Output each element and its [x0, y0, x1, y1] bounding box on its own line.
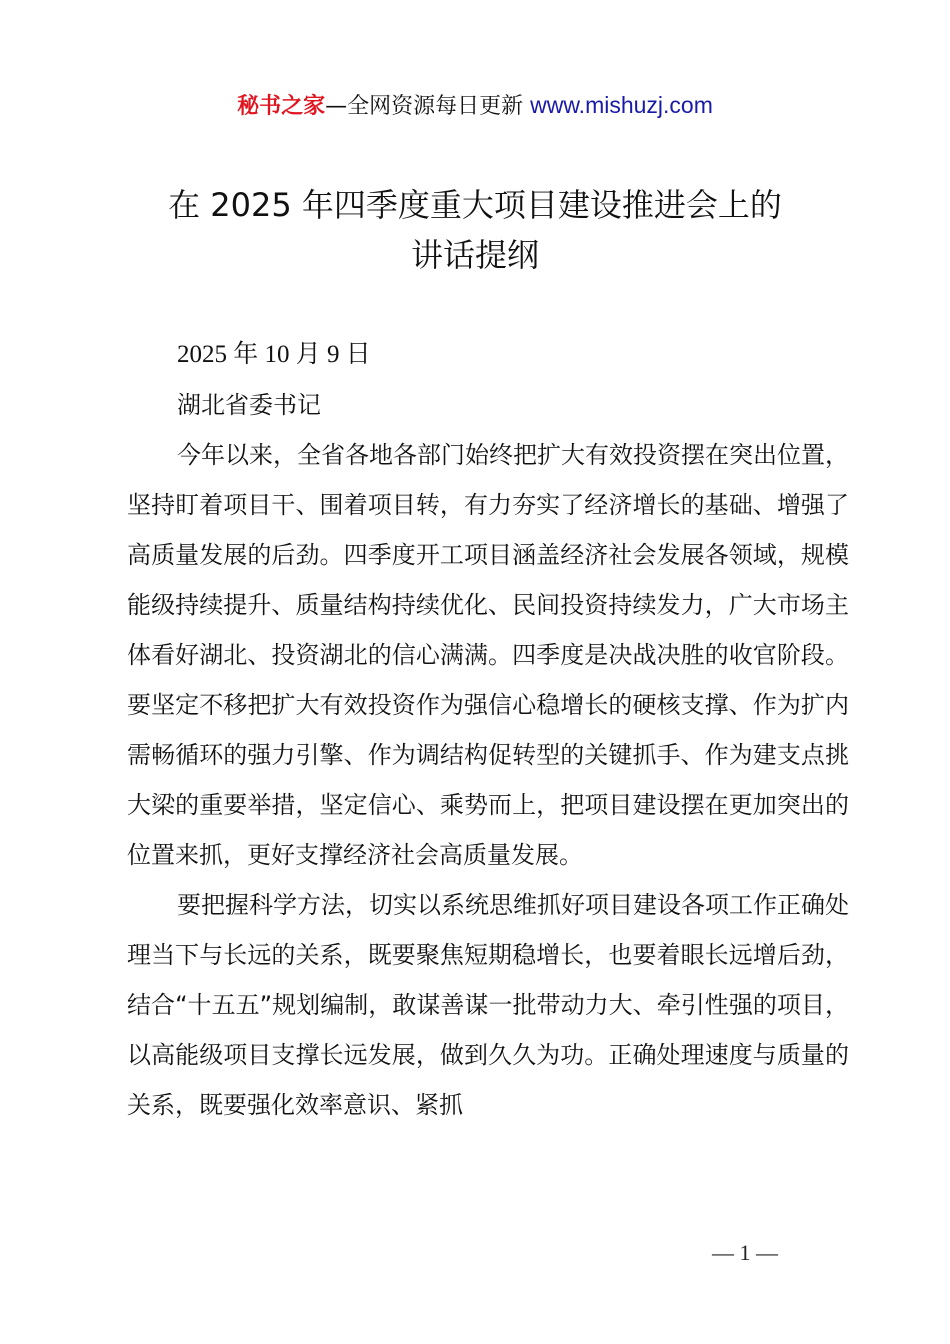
- document-date: 2025 年 10 月 9 日: [177, 341, 371, 368]
- title-line-2: 讲话提纲: [410, 236, 539, 274]
- source-banner: [0, 88, 950, 124]
- banner-tagline: —全网资源每日更新: [325, 94, 531, 119]
- document-title: [60, 180, 890, 280]
- site-url-link[interactable]: www.mishuzj.com: [530, 92, 713, 118]
- body-paragraph-1: 今年以来，全省各地各部门始终把扩大有效投资摆在突出位置，坚持盯着项目干、围着项目转，有力夯实了经济增长的基础、增强了高质量发展的后劲。四季度开工项目涵盖经济社会发展各领域，规模能级持续提升、质量结构持续优化、民间投资持续发力，广大市场主体看好湖北、投资湖北的信心满满。四季度是决战决胜的收官阶段。要坚定不移把扩大有效投资作为强信心稳增长的硬核支撑、作为扩内需畅循环的强力引擎、作为调结构促转型的关键抓手、作为建支点挑大梁的重要举措，坚定信心、乘势而上，把项目建设摆在更加突出的位置来抓，更好支撑经济社会高质量发展。: [127, 441, 849, 869]
- brand-name: 秘书之家: [237, 94, 326, 119]
- document-author: 湖北省委书记: [177, 391, 321, 419]
- document-body: [127, 330, 849, 1130]
- body-paragraph-2: 要把握科学方法，切实以系统思维抓好项目建设各项工作正确处理当下与长远的关系，既要聚焦短期稳增长，也要着眼长远增后劲，结合“十五五”规划编制，敢谋善谋一批带动力大、牵引性强的项目，以高能级项目支撑长远发展，做到久久为功。正确处理速度与质量的关系，既要强化效率意识、紧抓: [127, 891, 849, 1119]
- page-number: — 1 —: [712, 1240, 778, 1265]
- title-line-1: 在 2025 年四季度重大项目建设推进会上的: [168, 186, 782, 224]
